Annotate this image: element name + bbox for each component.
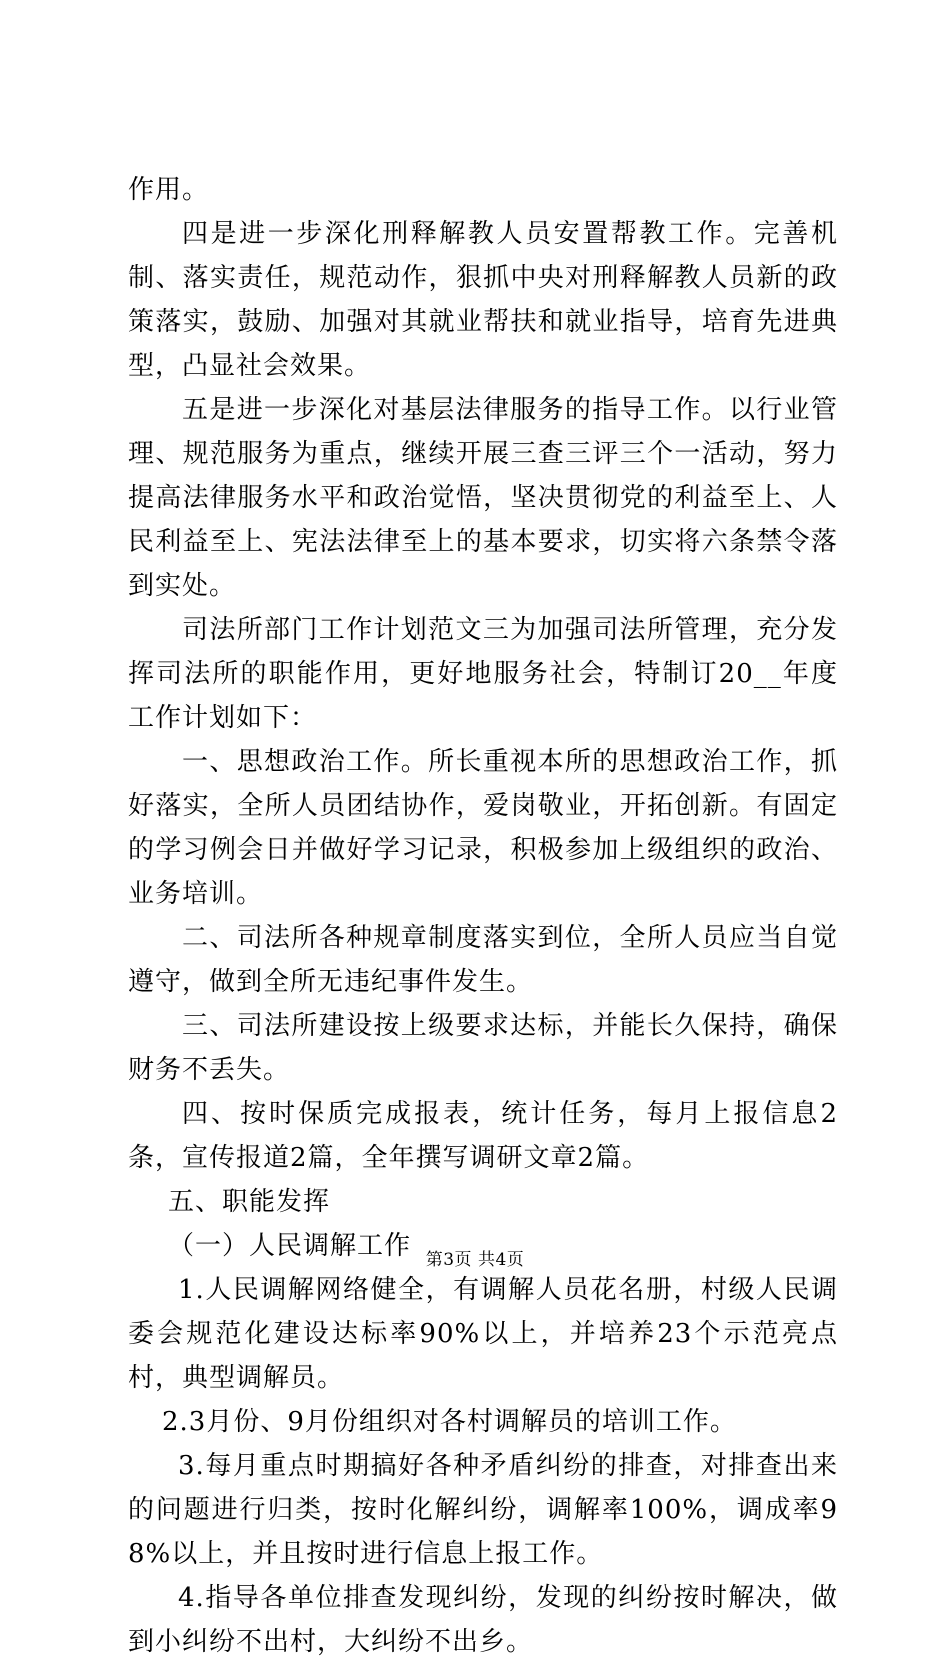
- list-item-1: 1.人民调解网络健全，有调解人员花名册，村级人民调委会规范化建设达标率90%以上，并培养23个示范亮点村，典型调解员。: [128, 1275, 838, 1393]
- list-item-3: 3.每月重点时期搞好各种矛盾纠纷的排查，对排查出来的问题进行归类，按时化解纠纷，调解率100%，调成率98%以上，并且按时进行信息上报工作。: [128, 1451, 838, 1569]
- heading-subsection-one: （一）人民调解工作: [168, 1231, 412, 1261]
- paragraph-section-two: 二、司法所各种规章制度落实到位，全所人员应当自觉遵守，做到全所无违纪事件发生。: [128, 923, 838, 997]
- paragraph-plan-intro: 司法所部门工作计划范文三为加强司法所管理，充分发挥司法所的职能作用，更好地服务社会，特制订20__年度工作计划如下：: [128, 615, 838, 733]
- document-body: [128, 168, 838, 1664]
- paragraph-section-four: 四、按时保质完成报表，统计任务，每月上报信息2条，宣传报道2篇，全年撰写调研文章2篇。: [128, 1099, 838, 1173]
- paragraph-section-three: 三、司法所建设按上级要求达标，并能长久保持，确保财务不丢失。: [128, 1011, 838, 1085]
- list-item-4: 4.指导各单位排查发现纠纷，发现的纠纷按时解决，做到小纠纷不出村，大纠纷不出乡。: [128, 1583, 838, 1657]
- paragraph-item-four: 四是进一步深化刑释解教人员安置帮教工作。完善机制、落实责任，规范动作，狠抓中央对刑释解教人员新的政策落实，鼓励、加强对其就业帮扶和就业指导，培育先进典型，凸显社会效果。: [128, 219, 838, 381]
- paragraph-item-five: 五是进一步深化对基层法律服务的指导工作。以行业管理、规范服务为重点，继续开展三查三评三个一活动，努力提高法律服务水平和政治觉悟，坚决贯彻党的利益至上、人民利益至上、宪法法律至上的基本要求，切实将六条禁令落到实处。: [128, 395, 838, 601]
- list-item-2: 2.3月份、9月份组织对各村调解员的培训工作。: [162, 1407, 737, 1437]
- paragraph-continuation: 作用。: [128, 175, 210, 205]
- heading-section-five: 五、职能发挥: [168, 1187, 331, 1217]
- page-number-footer: 第3页 共4页: [425, 1250, 525, 1270]
- paragraph-section-one: 一、思想政治工作。所长重视本所的思想政治工作，抓好落实，全所人员团结协作，爱岗敬业，开拓创新。有固定的学习例会日并做好学习记录，积极参加上级组织的政治、业务培训。: [128, 747, 838, 909]
